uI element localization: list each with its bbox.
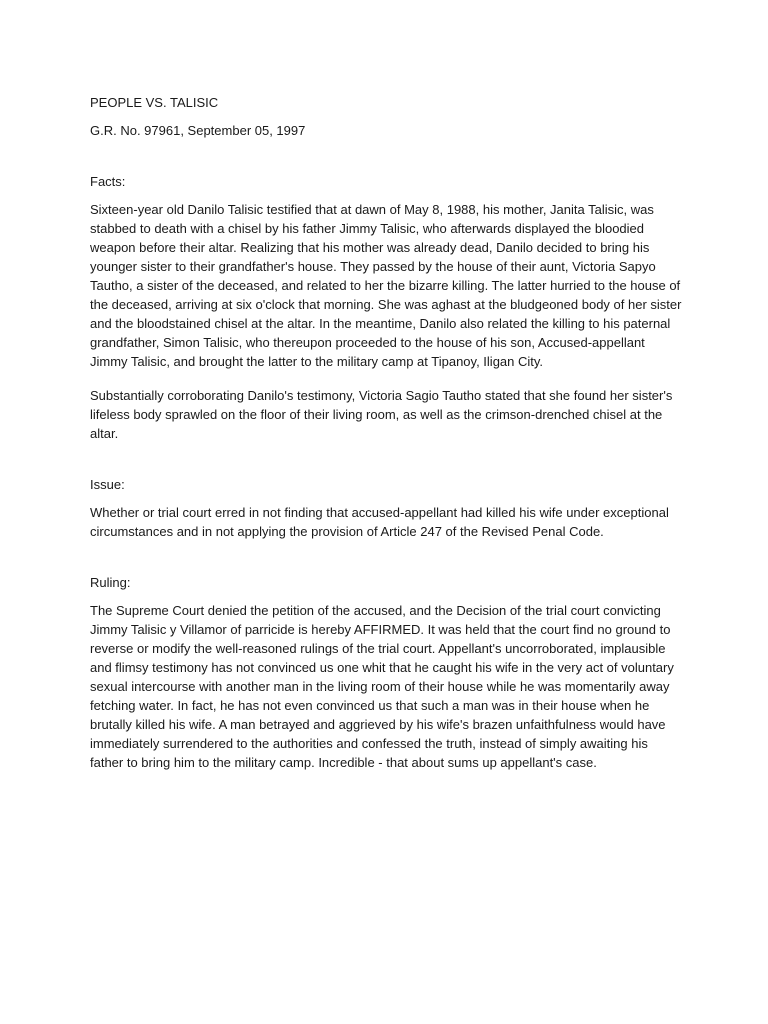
ruling-heading: Ruling: [90,575,131,590]
issue-heading: Issue: [90,477,125,492]
ruling-paragraph: The Supreme Court denied the petition of the accused, and the Decision of the trial court convicting Jimmy Talisic y Villamor of parricide is hereby AFFIRMED. It was held that the court find no ground to reverse or modify the well-reasoned rulings of the trial court. Appellant's uncorroborated, implausible and flimsy testimony has not convinced us one whit that he caught his wife in the very act of voluntary sexual intercourse with another man in the living room of their house while he was momentarily away fetching water. In fact, he has not even convinced us that such a man was in their house when he brutally killed his wife. A man betrayed and aggrieved by his wife's brazen unfaithfulness would have immediately surrendered to the authorities and confessed the truth, instead of simply awaiting his father to bring him to the military camp. Incredible - that about sums up appellant's case. [90,603,674,770]
case-gr-number: G.R. No. 97961, September 05, 1997 [90,123,306,138]
facts-paragraph-1: Sixteen-year old Danilo Talisic testified that at dawn of May 8, 1988, his mother, Janita Talisic, was stabbed to death with a chisel by his father Jimmy Talisic, who afterwards displayed the bloodied weapon before their altar. Realizing that his mother was already dead, Danilo decided to bring his younger sister to their grandfather's house. They passed by the house of their aunt, Victoria Sapyo Tautho, a sister of the deceased, and related to her the bizarre killing. The latter hurried to the house of the deceased, arriving at six o'clock that morning. She was aghast at the bludgeoned body of her sister and the bloodstained chisel at the altar. In the meantime, Danilo also related the killing to his paternal grandfather, Simon Talisic, who thereupon proceeded to the house of his son, Accused-appellant Jimmy Talisic, and brought the latter to the military camp at Tipanoy, Iligan City. [90,202,682,369]
facts-heading: Facts: [90,174,126,189]
issue-paragraph: Whether or trial court erred in not finding that accused-appellant had killed his wife under exceptional circumstances and in not applying the provision of Article 247 of the Revised Penal Code. [90,505,669,539]
case-title: PEOPLE VS. TALISIC [90,95,219,110]
document-page [90,93,682,787]
facts-paragraph-2: Substantially corroborating Danilo's testimony, Victoria Sagio Tautho stated that she found her sister's lifeless body sprawled on the floor of their living room, as well as the crimson-drenched chisel at the altar. [90,388,673,441]
